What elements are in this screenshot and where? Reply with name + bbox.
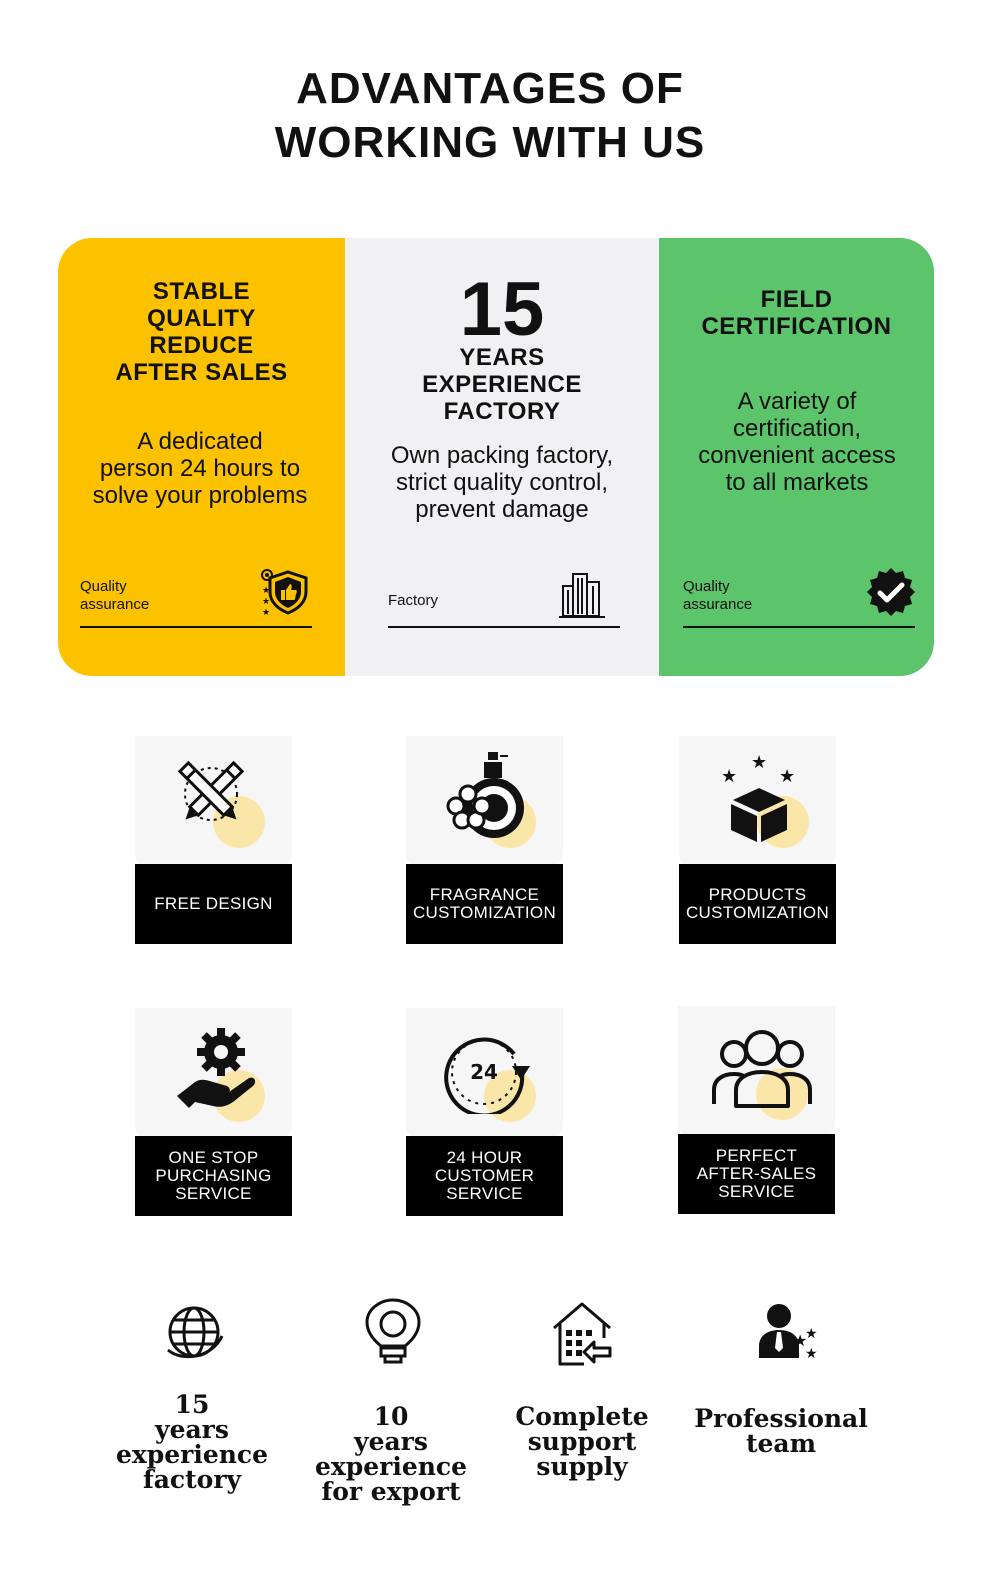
tile-label-bar [135,1136,292,1216]
globe-icon [162,1300,226,1364]
svg-text:★: ★ [805,1326,818,1342]
page-title [0,62,980,170]
hand-gear-icon [175,1026,259,1114]
feature-cards [58,238,934,676]
tile-label: ONE STOP PURCHASING SERVICE [155,1148,272,1203]
highlight-label: Complete support supply [515,1402,649,1481]
tile-label-bar [678,1134,835,1214]
perfume-bottle-icon [444,750,528,840]
tile-label-bar [135,864,292,944]
card-stable-quality [58,238,345,676]
service-tile-after-sales [678,1006,835,1214]
service-tile-products-customization [679,736,836,944]
card-description: A dedicated person 24 hours to solve your problems [92,428,308,509]
svg-text:★: ★ [721,766,738,787]
card-divider [683,626,915,628]
svg-text:★: ★ [805,1346,818,1362]
quality-shield-icon [260,566,312,616]
card-footer-label: Factory [388,592,439,609]
buildings-icon [559,568,607,620]
card-divider [80,626,312,628]
team-people-icon [712,1026,812,1112]
years-number: 15 [459,267,545,352]
person-stars-icon [757,1302,821,1362]
tile-label-bar [406,1136,563,1216]
highlight-label: 10 years experience for export [314,1402,468,1506]
card-description: A variety of certification, convenient access to all markets [698,388,896,496]
svg-text:★: ★ [262,608,271,616]
svg-text:★: ★ [793,1331,808,1350]
tile-label-bar [679,864,836,944]
card-heading: FIELD CERTIFICATION [701,286,892,340]
service-tile-fragrance-customization [406,736,563,944]
clock-24-icon [442,1026,534,1114]
highlight-label: Professional team [694,1404,868,1458]
highlight-complete-support [482,1296,682,1506]
card-field-certification [659,238,934,676]
highlight-professional-team [681,1296,881,1506]
tile-label: PERFECT AFTER-SALES SERVICE [696,1146,817,1201]
warehouse-icon [550,1300,614,1368]
highlight-label: 15 years experience factory [115,1390,269,1494]
card-heading: STABLE QUALITY REDUCE AFTER SALES [115,278,288,386]
svg-text:★: ★ [262,597,271,607]
lightbulb-icon [363,1298,423,1370]
service-tile-24-hour-service [406,1008,563,1216]
highlight-15-years-factory [92,1296,292,1506]
service-tile-one-stop-purchasing [135,1008,292,1216]
highlight-10-years-export [291,1296,491,1506]
tile-label: 24 HOUR CUSTOMER SERVICE [434,1148,535,1203]
crossed-pencils-icon [171,754,251,834]
check-badge-icon [865,566,917,618]
tile-label: PRODUCTS CUSTOMIZATION [685,885,830,922]
card-footer-label: Quality assurance [80,578,150,613]
svg-text:★: ★ [779,766,796,787]
svg-text:★: ★ [751,752,768,773]
title-line-1: ADVANTAGES OF [296,64,684,113]
box-stars-icon [719,750,799,846]
service-tile-free-design [135,736,292,944]
title-line-2: WORKING WITH US [274,118,706,167]
card-heading: YEARS EXPERIENCE FACTORY [422,344,582,425]
clock-24-text: 24 [470,1060,498,1084]
tile-label: FREE DESIGN [154,894,273,913]
card-description: Own packing factory, strict quality control, prevent damage [390,442,614,523]
card-divider [388,626,620,628]
svg-text:★: ★ [262,586,271,596]
card-experience-factory [345,238,659,676]
card-footer-label: Quality assurance [683,578,753,613]
tile-label: FRAGRANCE CUSTOMIZATION [412,885,557,922]
tile-label-bar [406,864,563,944]
